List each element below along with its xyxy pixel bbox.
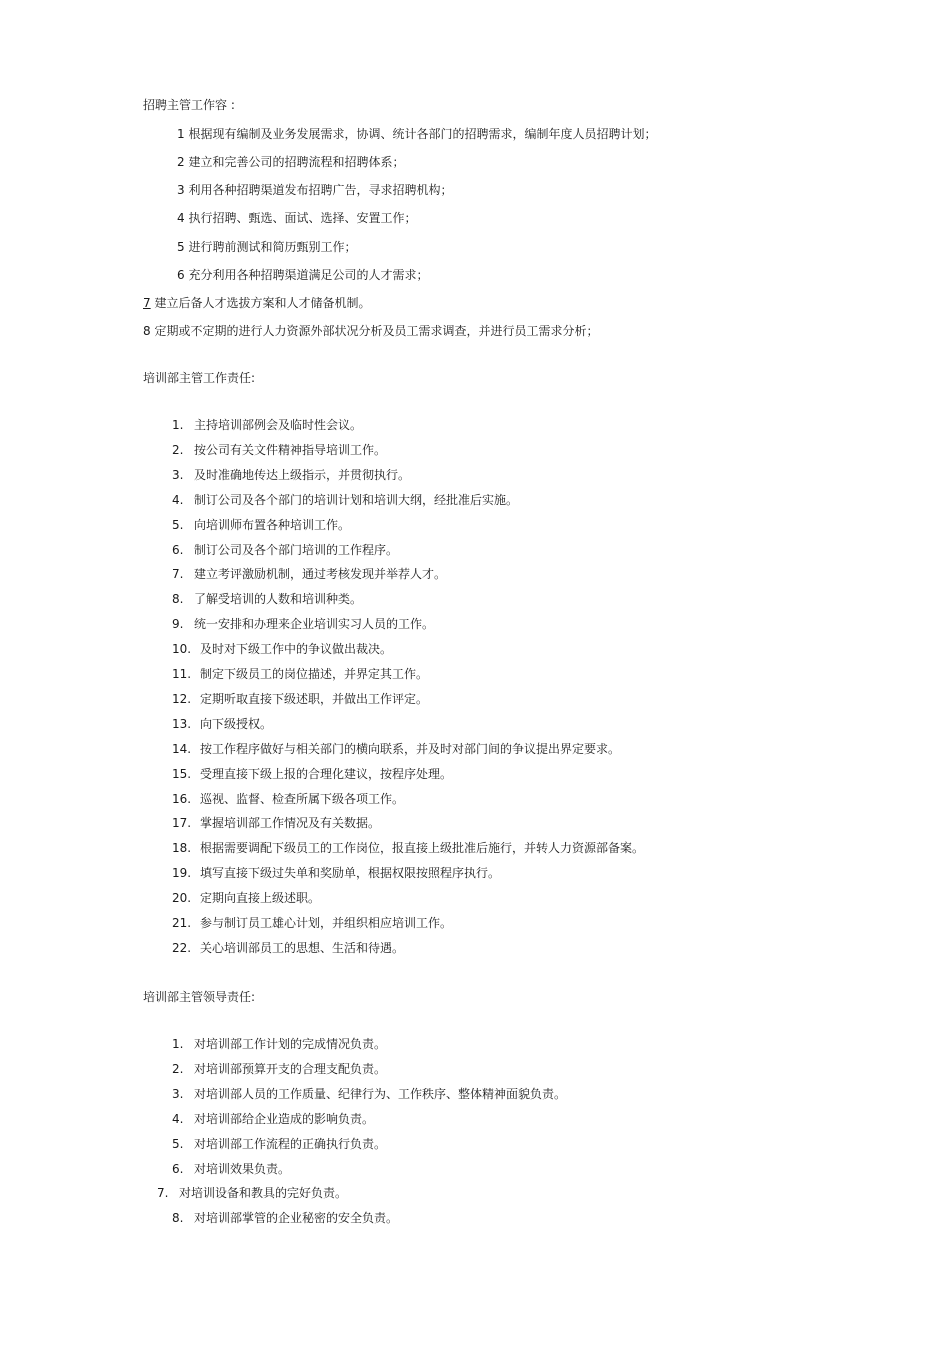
item-number: 6. — [172, 1161, 184, 1176]
item-number: 17. — [172, 816, 192, 831]
item-number: 7 — [143, 296, 151, 310]
list-item: 8 定期或不定期的进行人力资源外部状况分析及员工需求调查，并进行员工需求分析； — [143, 324, 599, 338]
item-number: 20. — [172, 891, 192, 906]
item-number: 19. — [172, 866, 192, 881]
item-text: 制订公司及各个部门培训的工作程序。 — [194, 542, 399, 557]
list-item — [172, 492, 518, 508]
item-number: 9. — [172, 617, 184, 632]
item-number: 12. — [172, 691, 192, 706]
list-item — [172, 840, 644, 856]
list-item — [172, 791, 404, 807]
item-number: 22. — [172, 940, 192, 955]
item-text: 对培训部人员的工作质量、纪律行为、工作秩序、整体精神面貌负责。 — [194, 1086, 567, 1101]
item-text: 及时对下级工作中的争议做出裁决。 — [200, 642, 393, 657]
item-number: 2. — [172, 442, 184, 457]
item-text: 建立后备人才选拔方案和人才储备机制。 — [150, 296, 371, 310]
item-text: 根据需要调配下级员工的工作岗位，报直接上级批准后施行，并转人力资源部备案。 — [200, 841, 645, 856]
item-text: 对培训部工作计划的完成情况负责。 — [194, 1037, 387, 1051]
section-leadership-title: 培训部主管领导责任: — [143, 990, 256, 1004]
item-number: 13. — [172, 716, 192, 731]
list-item: 3 利用各种招聘渠道发布招聘广告，寻求招聘机构； — [177, 183, 453, 197]
list-item — [172, 666, 428, 682]
item-text: 填写直接下级过失单和奖励单，根据权限按照程序执行。 — [200, 866, 501, 881]
item-number: 8. — [172, 1211, 184, 1226]
list-item — [157, 1185, 347, 1201]
item-text: 对培训部预算开支的合理支配负责。 — [194, 1061, 387, 1076]
item-number: 5. — [172, 517, 184, 532]
list-item — [172, 766, 452, 782]
list-item — [172, 417, 362, 433]
list-item — [172, 741, 620, 757]
item-number: 5. — [172, 1136, 184, 1151]
item-number: 3. — [172, 1086, 184, 1101]
list-item — [172, 616, 434, 632]
item-text: 向培训师布置各种培训工作。 — [194, 517, 351, 532]
item-text: 定期向直接上级述职。 — [200, 891, 321, 906]
list-item: 2 建立和完善公司的招聘流程和招聘体系； — [177, 155, 405, 169]
item-text: 制定下级员工的岗位描述，并界定其工作。 — [200, 667, 429, 681]
item-number: 6. — [172, 542, 184, 557]
list-item — [172, 915, 452, 931]
list-item: 5 进行聘前测试和简历甄别工作； — [177, 240, 357, 254]
item-number: 14. — [172, 741, 192, 756]
item-text: 统一安排和办理来企业培训实习人员的工作。 — [194, 617, 435, 632]
item-number: 16. — [172, 791, 192, 806]
item-text: 及时准确地传达上级指示，并贯彻执行。 — [194, 467, 411, 482]
item-text: 关心培训部员工的思想、生活和待遇。 — [200, 940, 405, 955]
list-item — [172, 1086, 566, 1102]
item-number: 11. — [172, 667, 192, 681]
list-item — [172, 442, 386, 458]
item-number: 3. — [172, 467, 184, 482]
item-text: 制订公司及各个部门的培训计划和培训大纲，经批准后实施。 — [194, 492, 519, 507]
list-item — [172, 815, 380, 831]
list-item — [172, 1161, 290, 1177]
list-item — [172, 1061, 386, 1077]
list-item — [172, 691, 428, 707]
list-item — [172, 940, 404, 956]
section-duty-title: 培训部主管工作责任: — [143, 371, 256, 385]
list-item: 1 根据现有编制及业务发展需求，协调、统计各部门的招聘需求，编制年度人员招聘计划； — [177, 127, 657, 141]
item-number: 2. — [172, 1061, 184, 1076]
item-number: 1. — [172, 1037, 184, 1051]
list-item — [172, 890, 320, 906]
item-text: 受理直接下级上报的合理化建议，按程序处理。 — [200, 766, 453, 781]
item-text: 对培训设备和教具的完好负责。 — [179, 1186, 348, 1201]
item-number: 4. — [172, 1111, 184, 1126]
item-number: 7. — [172, 567, 184, 582]
item-text: 了解受培训的人数和培训种类。 — [194, 592, 363, 607]
list-item — [172, 716, 272, 732]
item-text: 按工作程序做好与相关部门的横向联系，并及时对部门间的争议提出界定要求。 — [200, 741, 621, 756]
item-text: 对培训效果负责。 — [194, 1161, 291, 1176]
item-text: 定期听取直接下级述职，并做出工作评定。 — [200, 691, 429, 706]
item-text: 掌握培训部工作情况及有关数据。 — [200, 816, 381, 831]
list-item — [172, 865, 500, 881]
list-item — [172, 542, 398, 558]
list-item — [172, 467, 410, 483]
list-item — [172, 1210, 398, 1226]
item-text: 参与制订员工雄心计划，并组织相应培训工作。 — [200, 916, 453, 930]
list-item — [172, 517, 350, 533]
list-item — [172, 1036, 386, 1052]
item-text: 按公司有关文件精神指导培训工作。 — [194, 442, 387, 457]
item-number: 18. — [172, 841, 192, 856]
item-text: 对培训部工作流程的正确执行负责。 — [194, 1136, 387, 1151]
item-number: 10. — [172, 642, 192, 657]
item-number: 15. — [172, 766, 192, 781]
item-text: 巡视、监督、检查所属下级各项工作。 — [200, 791, 405, 806]
item-text: 对培训部掌管的企业秘密的安全负责。 — [194, 1211, 399, 1226]
item-text: 主持培训部例会及临时性会议。 — [194, 418, 363, 432]
item-number: 1. — [172, 418, 184, 432]
list-item: 6 充分利用各种招聘渠道满足公司的人才需求； — [177, 268, 429, 282]
list-item: 4 执行招聘、甄选、面试、选择、安置工作； — [177, 211, 417, 225]
item-text: 对培训部给企业造成的影响负责。 — [194, 1111, 375, 1126]
section-recruit-title: 招聘主管工作容 : — [143, 98, 235, 112]
item-number: 7. — [157, 1186, 169, 1201]
item-number: 4. — [172, 492, 184, 507]
list-item — [172, 566, 446, 582]
item-text: 向下级授权。 — [200, 716, 273, 731]
item-number: 8. — [172, 592, 184, 607]
list-item — [172, 1111, 374, 1127]
item-number: 21. — [172, 916, 192, 930]
list-item — [172, 591, 362, 607]
list-item — [172, 641, 392, 657]
list-item — [143, 295, 370, 311]
list-item — [172, 1136, 386, 1152]
item-text: 建立考评激励机制，通过考核发现并举荐人才。 — [194, 567, 447, 582]
